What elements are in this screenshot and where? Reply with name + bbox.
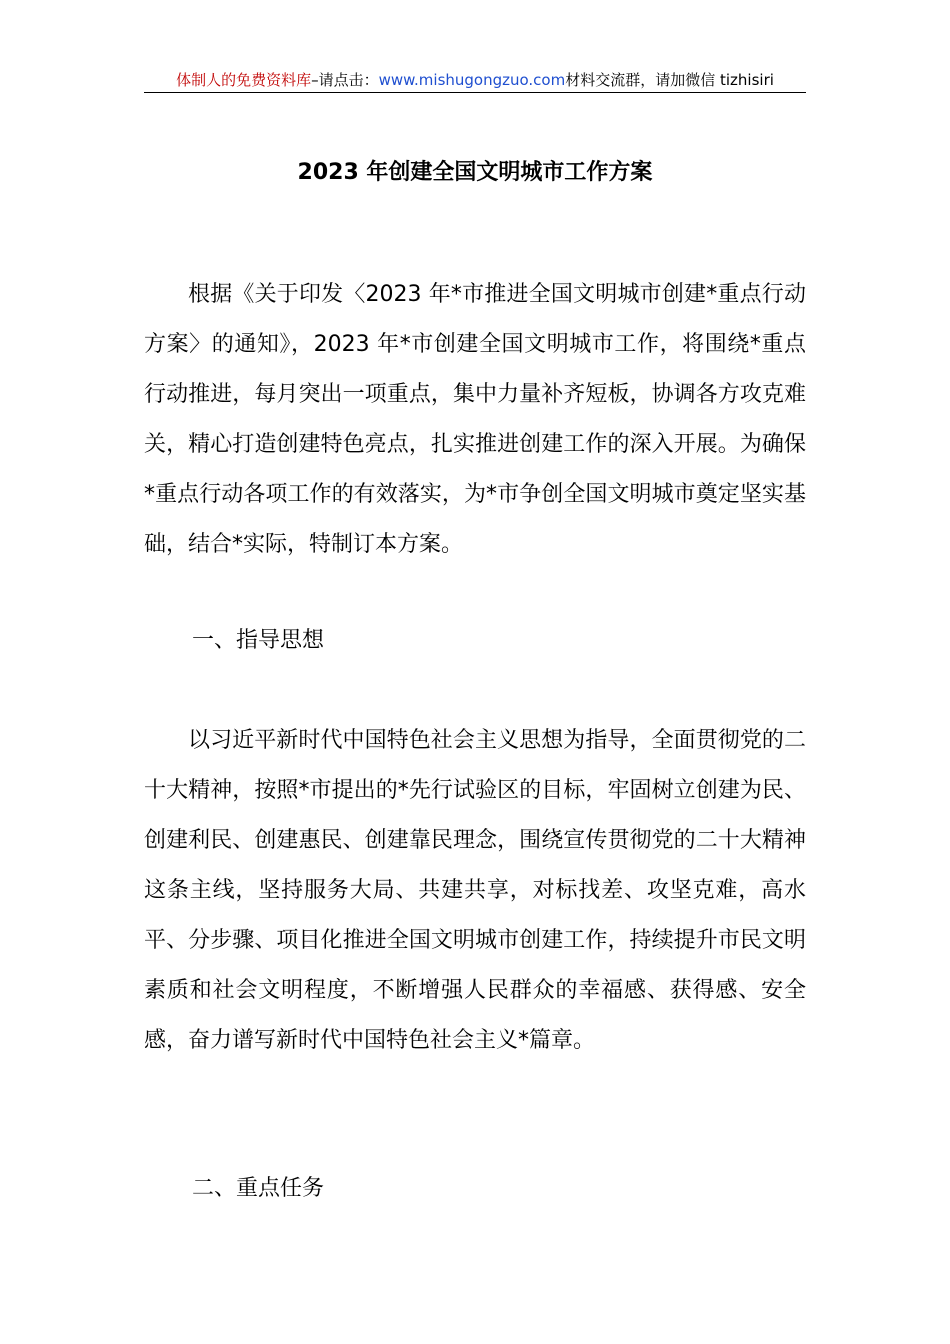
page-header xyxy=(144,68,806,93)
header-prompt: –请点击： xyxy=(311,71,379,89)
section-heading-guiding-ideology: 一、指导思想 xyxy=(192,628,325,653)
header-brand: 体制人的免费资料库 xyxy=(176,71,312,89)
intro-paragraph: 根据《关于印发〈2023 年*市推进全国文明城市创建*重点行动方案〉的通知》，2023 年*市创建全国文明城市工作，将围绕*重点行动推进，每月突出一项重点，集中力量补齐短板，协调各方攻克难关，精心打造创建特色亮点，扎实推进创建工作的深入开展。为确保*重点行动各项工作的有效落实，为*市争创全国文明城市奠定坚实基础，结合*实际，特制订本方案。 xyxy=(144,282,806,557)
header-wechat-note: 材料交流群，请加微信 tizhisiri xyxy=(565,71,774,89)
header-website-link[interactable]: www.mishugongzuo.com xyxy=(378,71,566,89)
guiding-ideology-paragraph: 以习近平新时代中国特色社会主义思想为指导，全面贯彻党的二十大精神，按照*市提出的*先行试验区的目标，牢固树立创建为民、创建利民、创建惠民、创建靠民理念，围绕宣传贯彻党的二十大精神这条主线，坚持服务大局、共建共享，对标找差、攻坚克难，高水平、分步骤、项目化推进全国文明城市创建工作，持续提升市民文明素质和社会文明程度，不断增强人民群众的幸福感、获得感、安全感，奋力谱写新时代中国特色社会主义*篇章。 xyxy=(144,728,806,1053)
section-heading-key-tasks: 二、重点任务 xyxy=(192,1176,325,1201)
document-title: 2023 年创建全国文明城市工作方案 xyxy=(297,160,653,185)
